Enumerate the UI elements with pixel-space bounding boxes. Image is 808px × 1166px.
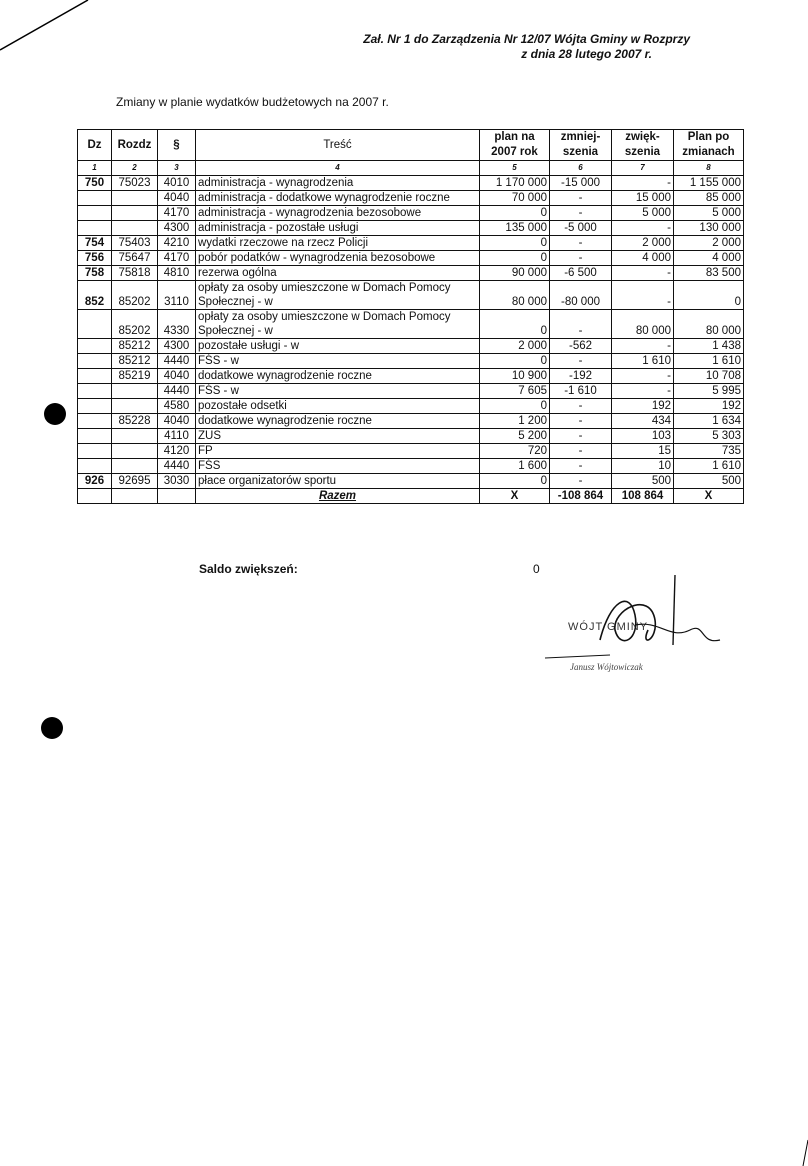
cell-rozdz: 85202 — [112, 310, 158, 339]
table-row — [78, 384, 744, 399]
index-cell: 8 — [674, 161, 744, 176]
cell-zmniejszenia: -15 000 — [550, 176, 612, 191]
cell-zwiekszenia: 500 — [612, 474, 674, 489]
cell-zmniejszenia: -1 610 — [550, 384, 612, 399]
cell-plan: 5 200 — [480, 429, 550, 444]
cell-tresc: płace organizatorów sportu — [196, 474, 480, 489]
cell-plan: 0 — [480, 236, 550, 251]
table-row — [78, 206, 744, 221]
cell-paragraph: 4440 — [158, 354, 196, 369]
cell-plan: 1 170 000 — [480, 176, 550, 191]
cell-plan: 0 — [480, 474, 550, 489]
cell-zmniejszenia: -6 500 — [550, 266, 612, 281]
col-header-tresc: Treść — [196, 130, 480, 161]
table-row — [78, 221, 744, 236]
cell-paragraph: 4120 — [158, 444, 196, 459]
cell-plan-po: 1 155 000 — [674, 176, 744, 191]
total-row — [78, 489, 744, 504]
cell-plan-po: 130 000 — [674, 221, 744, 236]
cell-tresc: wydatki rzeczowe na rzecz Policji — [196, 236, 480, 251]
col-header-plan: plan na 2007 rok — [480, 130, 550, 161]
cell-tresc: administracja - wynagrodzenia — [196, 176, 480, 191]
cell-dz — [78, 429, 112, 444]
cell-paragraph: 4040 — [158, 191, 196, 206]
cell-plan-po: 0 — [674, 281, 744, 310]
cell-zwiekszenia: 103 — [612, 429, 674, 444]
table-row — [78, 429, 744, 444]
cell-rozdz: 92695 — [112, 474, 158, 489]
table-row — [78, 354, 744, 369]
cell-plan-po: 5 000 — [674, 206, 744, 221]
col-header-plan-po: Plan po zmianach — [674, 130, 744, 161]
cell-dz: 756 — [78, 251, 112, 266]
cell-paragraph: 4210 — [158, 236, 196, 251]
cell-tresc: rezerwa ogólna — [196, 266, 480, 281]
cell-zmniejszenia: - — [550, 191, 612, 206]
table-row — [78, 444, 744, 459]
cell-plan-po: 500 — [674, 474, 744, 489]
cell-paragraph: 4300 — [158, 221, 196, 236]
cell-zmniejszenia: -192 — [550, 369, 612, 384]
cell-plan: 0 — [480, 251, 550, 266]
cell-tresc: FŚS - w — [196, 354, 480, 369]
cell-tresc: administracja - pozostałe usługi — [196, 221, 480, 236]
cell-rozdz — [112, 399, 158, 414]
cell-plan: 10 900 — [480, 369, 550, 384]
cell-zmniejszenia: - — [550, 474, 612, 489]
stamp-line1: WÓJT GMINY — [568, 621, 649, 633]
cell-plan: 1 200 — [480, 414, 550, 429]
cell-zwiekszenia: 5 000 — [612, 206, 674, 221]
total-plan-po: X — [674, 489, 744, 504]
table-row — [78, 369, 744, 384]
cell-paragraph: 4110 — [158, 429, 196, 444]
cell-tresc: FŚS - w — [196, 384, 480, 399]
cell-plan: 135 000 — [480, 221, 550, 236]
cell-dz: 926 — [78, 474, 112, 489]
cell-plan: 1 600 — [480, 459, 550, 474]
index-cell: 1 — [78, 161, 112, 176]
cell-zmniejszenia: - — [550, 206, 612, 221]
table-row — [78, 414, 744, 429]
cell-zmniejszenia: -562 — [550, 339, 612, 354]
cell-plan-po: 192 — [674, 399, 744, 414]
cell-paragraph: 4300 — [158, 339, 196, 354]
cell-paragraph: 4580 — [158, 399, 196, 414]
cell-zwiekszenia: - — [612, 339, 674, 354]
table-row — [78, 459, 744, 474]
cell-tresc: administracja - wynagrodzenia bezosobowe — [196, 206, 480, 221]
cell-plan-po: 83 500 — [674, 266, 744, 281]
col-header-zwiekszenia: zwięk- szenia — [612, 130, 674, 161]
cell-paragraph: 3110 — [158, 281, 196, 310]
col-header-dz: Dz — [78, 130, 112, 161]
table-row — [78, 266, 744, 281]
cell-zmniejszenia: -5 000 — [550, 221, 612, 236]
cell-plan-po: 1 610 — [674, 354, 744, 369]
index-cell: 3 — [158, 161, 196, 176]
col-header-rozdz: Rozdz — [112, 130, 158, 161]
index-cell: 7 — [612, 161, 674, 176]
cell-plan: 0 — [480, 399, 550, 414]
table-row — [78, 310, 744, 339]
cell-tresc: opłaty za osoby umieszczone w Domach Pomocy Społecznej - w — [196, 310, 480, 339]
cell-rozdz: 85212 — [112, 339, 158, 354]
cell-tresc: ZUS — [196, 429, 480, 444]
cell-tresc: pozostałe odsetki — [196, 399, 480, 414]
attachment-header-line1: Zał. Nr 1 do Zarządzenia Nr 12/07 Wójta Gminy w Rozprzy — [363, 32, 690, 46]
cell-zmniejszenia: - — [550, 444, 612, 459]
cell-zwiekszenia: 434 — [612, 414, 674, 429]
cell-zwiekszenia: 15 — [612, 444, 674, 459]
cell-zmniejszenia: - — [550, 459, 612, 474]
total-zmniejszenia: -108 864 — [550, 489, 612, 504]
table-row — [78, 191, 744, 206]
cell-zmniejszenia: - — [550, 354, 612, 369]
cell-plan-po: 85 000 — [674, 191, 744, 206]
cell-dz — [78, 339, 112, 354]
cell-plan: 0 — [480, 310, 550, 339]
total-label: Razem — [196, 489, 480, 504]
cell-rozdz — [112, 191, 158, 206]
cell-zwiekszenia: - — [612, 384, 674, 399]
binder-hole-dot — [41, 717, 63, 739]
cell-rozdz: 85219 — [112, 369, 158, 384]
index-cell: 2 — [112, 161, 158, 176]
cell-dz — [78, 444, 112, 459]
cell-dz — [78, 310, 112, 339]
cell-tresc: FP — [196, 444, 480, 459]
cell-zwiekszenia: 1 610 — [612, 354, 674, 369]
col-header-paragraph: § — [158, 130, 196, 161]
cell-rozdz: 75023 — [112, 176, 158, 191]
cell-zmniejszenia: - — [550, 429, 612, 444]
cell-paragraph: 4170 — [158, 251, 196, 266]
document-title: Zmiany w planie wydatków budżetowych na 2007 r. — [116, 95, 389, 109]
cell-rozdz: 85212 — [112, 354, 158, 369]
cell-zmniejszenia: - — [550, 399, 612, 414]
table-row — [78, 339, 744, 354]
cell-plan-po: 2 000 — [674, 236, 744, 251]
cell-rozdz — [112, 444, 158, 459]
cell-rozdz: 85202 — [112, 281, 158, 310]
cell-plan-po: 1 634 — [674, 414, 744, 429]
cell-rozdz — [112, 429, 158, 444]
cell-rozdz — [112, 221, 158, 236]
cell-plan-po: 5 303 — [674, 429, 744, 444]
cell-dz — [78, 384, 112, 399]
cell-dz — [78, 414, 112, 429]
cell-paragraph: 4010 — [158, 176, 196, 191]
cell-tresc: pobór podatków - wynagrodzenia bezosobowe — [196, 251, 480, 266]
cell-plan-po: 5 995 — [674, 384, 744, 399]
cell-dz: 758 — [78, 266, 112, 281]
attachment-header-line2: z dnia 28 lutego 2007 r. — [521, 47, 652, 61]
stamp-line2: Janusz Wójtowiczak — [570, 662, 643, 672]
signature-stamp — [540, 570, 760, 680]
budget-table — [77, 129, 744, 504]
cell-paragraph: 4440 — [158, 459, 196, 474]
binder-hole-dot — [44, 403, 66, 425]
cell-rozdz — [112, 459, 158, 474]
cell-rozdz: 85228 — [112, 414, 158, 429]
cell-tresc: opłaty za osoby umieszczone w Domach Pomocy Społecznej - w — [196, 281, 480, 310]
table-row — [78, 176, 744, 191]
cell-zwiekszenia: 192 — [612, 399, 674, 414]
cell-paragraph: 4040 — [158, 369, 196, 384]
table-row — [78, 474, 744, 489]
total-zwiekszenia: 108 864 — [612, 489, 674, 504]
cell-dz — [78, 354, 112, 369]
index-cell: 4 — [196, 161, 480, 176]
cell-rozdz — [112, 384, 158, 399]
saldo-value: 0 — [533, 562, 540, 576]
cell-plan: 720 — [480, 444, 550, 459]
cell-dz: 750 — [78, 176, 112, 191]
cell-plan-po: 735 — [674, 444, 744, 459]
cell-zwiekszenia: - — [612, 221, 674, 236]
cell-paragraph: 4440 — [158, 384, 196, 399]
cell-zmniejszenia: - — [550, 251, 612, 266]
cell-zwiekszenia: - — [612, 266, 674, 281]
table-header-row — [78, 130, 744, 161]
cell-zmniejszenia: - — [550, 236, 612, 251]
cell-plan-po: 4 000 — [674, 251, 744, 266]
cell-zwiekszenia: - — [612, 369, 674, 384]
cell-dz — [78, 399, 112, 414]
cell-zmniejszenia: - — [550, 414, 612, 429]
cell-dz — [78, 191, 112, 206]
cell-dz — [78, 206, 112, 221]
cell-tresc: dodatkowe wynagrodzenie roczne — [196, 369, 480, 384]
cell-dz: 754 — [78, 236, 112, 251]
cell-dz — [78, 221, 112, 236]
index-cell: 6 — [550, 161, 612, 176]
table-row — [78, 399, 744, 414]
cell-paragraph: 4810 — [158, 266, 196, 281]
cell-zmniejszenia: -80 000 — [550, 281, 612, 310]
cell-rozdz: 75647 — [112, 251, 158, 266]
table-row — [78, 236, 744, 251]
cell-zwiekszenia: 2 000 — [612, 236, 674, 251]
cell-paragraph: 4330 — [158, 310, 196, 339]
cell-rozdz: 75818 — [112, 266, 158, 281]
cell-paragraph: 4170 — [158, 206, 196, 221]
saldo-label: Saldo zwiększeń: — [199, 562, 298, 576]
cell-plan: 7 605 — [480, 384, 550, 399]
cell-plan: 70 000 — [480, 191, 550, 206]
table-row — [78, 281, 744, 310]
cell-plan: 80 000 — [480, 281, 550, 310]
cell-tresc: administracja - dodatkowe wynagrodzenie roczne — [196, 191, 480, 206]
col-header-zmniejszenia: zmniej- szenia — [550, 130, 612, 161]
cell-tresc: pozostałe usługi - w — [196, 339, 480, 354]
table-index-row — [78, 161, 744, 176]
cell-tresc: FŚS — [196, 459, 480, 474]
cell-plan: 90 000 — [480, 266, 550, 281]
cell-paragraph: 4040 — [158, 414, 196, 429]
cell-dz — [78, 369, 112, 384]
cell-paragraph: 3030 — [158, 474, 196, 489]
cell-rozdz — [112, 206, 158, 221]
total-plan: X — [480, 489, 550, 504]
table-row — [78, 251, 744, 266]
cell-plan: 2 000 — [480, 339, 550, 354]
cell-plan: 0 — [480, 354, 550, 369]
cell-zwiekszenia: 80 000 — [612, 310, 674, 339]
cell-dz: 852 — [78, 281, 112, 310]
cell-zwiekszenia: 4 000 — [612, 251, 674, 266]
cell-plan-po: 10 708 — [674, 369, 744, 384]
cell-zwiekszenia: - — [612, 176, 674, 191]
cell-plan: 0 — [480, 206, 550, 221]
cell-plan-po: 1 438 — [674, 339, 744, 354]
cell-tresc: dodatkowe wynagrodzenie roczne — [196, 414, 480, 429]
cell-zwiekszenia: 15 000 — [612, 191, 674, 206]
index-cell: 5 — [480, 161, 550, 176]
cell-plan-po: 1 610 — [674, 459, 744, 474]
cell-rozdz: 75403 — [112, 236, 158, 251]
cell-zwiekszenia: - — [612, 281, 674, 310]
cell-plan-po: 80 000 — [674, 310, 744, 339]
cell-zwiekszenia: 10 — [612, 459, 674, 474]
cell-zmniejszenia: - — [550, 310, 612, 339]
cell-dz — [78, 459, 112, 474]
